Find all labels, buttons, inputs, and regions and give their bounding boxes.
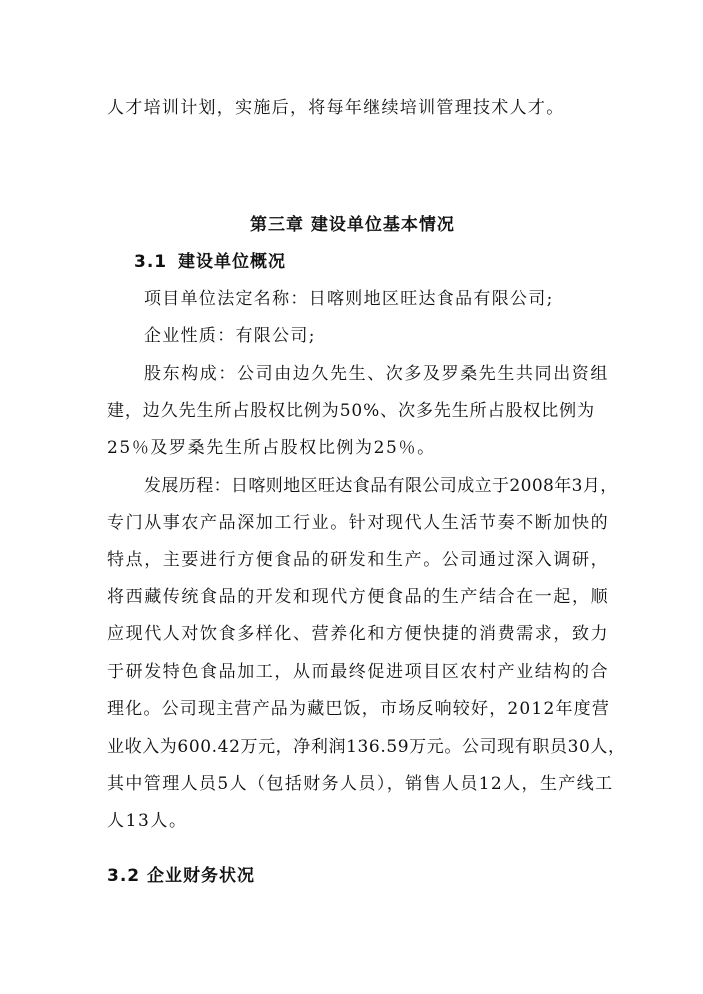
chapter-title: 第三章 建设单位基本情况 bbox=[250, 215, 455, 235]
section-3-1-number: 3.1 bbox=[134, 252, 168, 272]
history-line-8: 业收入为600.42万元，净利润136.59万元。公司现有职员30人， bbox=[107, 737, 626, 757]
section-3-2-heading bbox=[107, 864, 255, 888]
shareholders-line-2: 建，边久先生所占股权比例为50%、次多先生所占股权比例为 bbox=[107, 401, 595, 421]
legal-name-line: 项目单位法定名称：日喀则地区旺达食品有限公司; bbox=[144, 289, 554, 309]
section-3-2-title: 企业财务状况 bbox=[147, 866, 256, 886]
history-line-5: 应现代人对饮食多样化、营养化和方便快捷的消费需求，致力 bbox=[107, 624, 610, 644]
history-line-9: 其中管理人员5人（包括财务人员），销售人员12人，生产线工 bbox=[107, 774, 614, 794]
shareholders-line-3: 25％及罗桑先生所占股权比例为25％。 bbox=[107, 438, 436, 458]
history-line-6: 于研发特色食品加工，从而最终促进项目区农村产业结构的合 bbox=[107, 662, 610, 682]
history-line-2: 专门从事农产品深加工行业。针对现代人生活节奏不断加快的 bbox=[107, 513, 610, 533]
history-line-7: 理化。公司现主营产品为藏巴饭，市场反响较好，2012年度营 bbox=[107, 699, 611, 719]
section-3-2-number: 3.2 bbox=[107, 866, 141, 886]
intro-line: 人才培训计划，实施后，将每年继续培训管理技术人才。 bbox=[107, 98, 565, 118]
history-line-3: 特点，主要进行方便食品的研发和生产。公司通过深入调研， bbox=[107, 550, 610, 570]
history-line-10: 人13人。 bbox=[107, 811, 188, 831]
section-3-1-heading bbox=[134, 250, 286, 274]
section-3-1-title: 建设单位概况 bbox=[178, 252, 286, 272]
shareholders-line-1: 股东构成：公司由边久先生、次多及罗桑先生共同出资组 bbox=[144, 364, 609, 384]
history-line-4: 将西藏传统食品的开发和现代方便食品的生产结合在一起，顺 bbox=[107, 587, 610, 607]
enterprise-nature-line: 企业性质：有限公司; bbox=[144, 326, 316, 346]
history-line-1: 发展历程：日喀则地区旺达食品有限公司成立于2008年3月， bbox=[144, 476, 618, 496]
